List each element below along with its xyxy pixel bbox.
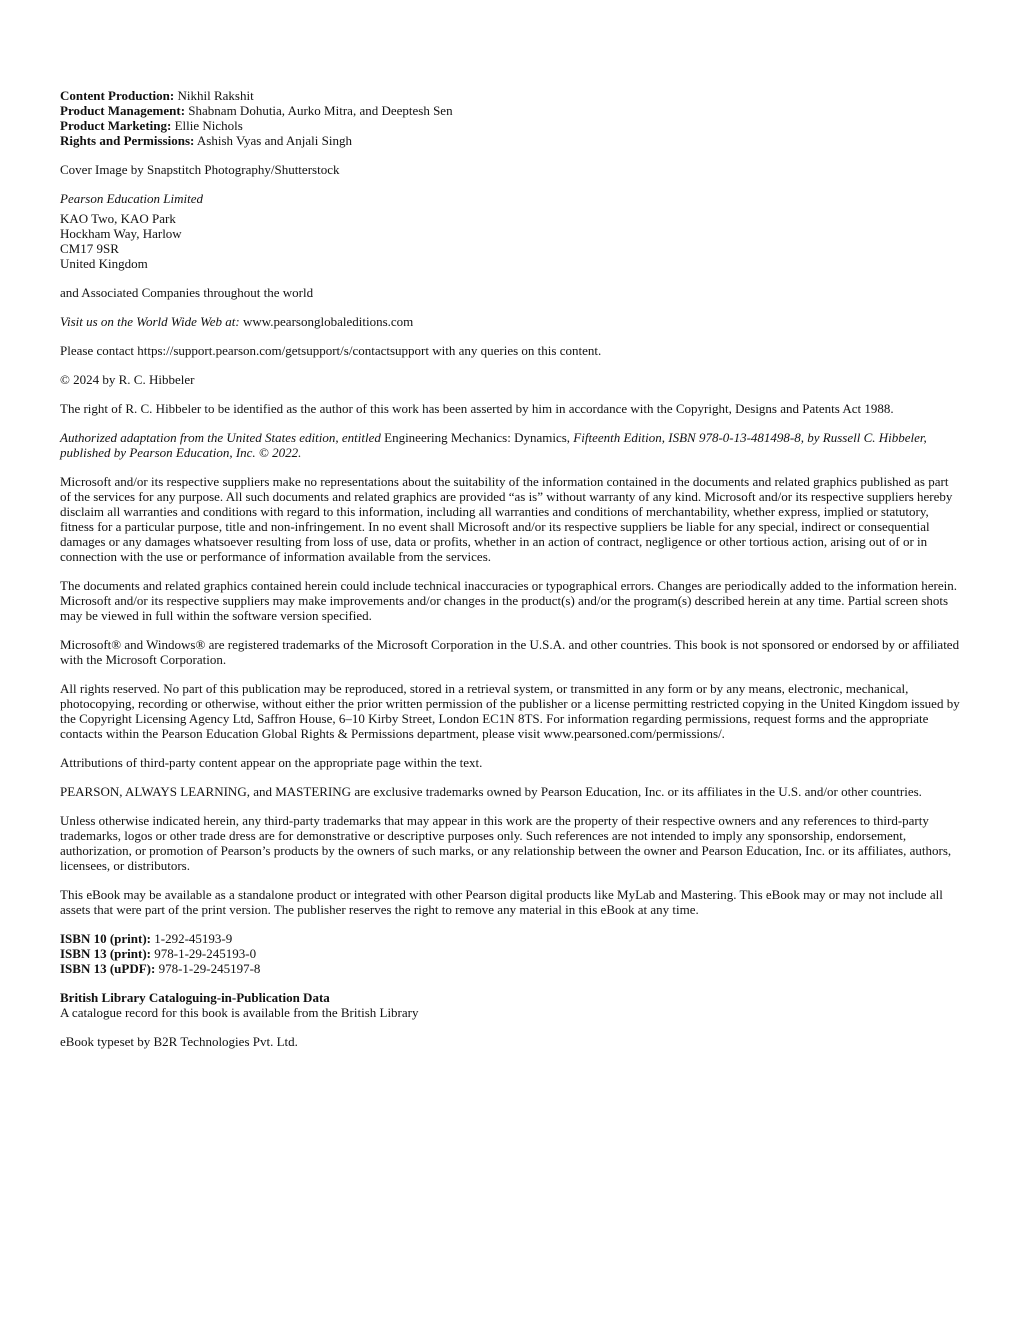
- ebook-notice: This eBook may be available as a standalone product or integrated with other Pearson digital products like MyLab and Mastering. This eBook may or may not include all assets that were part of the print version. The publisher reserves the right to remove any material in this eBook at any time.: [60, 887, 943, 917]
- microsoft-disclaimer: Microsoft and/or its respective suppliers make no representations about the suitability of the information contained in the documents and related graphics published as part of the services for any purpose. All such documents and related graphics are provided “as is” without warranty of any kind. Microsoft and/or its respective suppliers hereby disclaim all warranties and conditions with regard to this information, including all warranties and conditions of merchantability, whether express, implied or statutory, fitness for a particular purpose, title and non-infringement. In no event shall Microsoft and/or its respective suppliers be liable for any special, indirect or consequential damages or any damages whatsoever resulting from loss of use, data or profits, whether in an action of contract, negligence or other tortious action, arising out of or in connection with the use or performance of information available from the services.: [60, 474, 953, 564]
- address-line: CM17 9SR: [60, 241, 119, 256]
- cip-text: A catalogue record for this book is available from the British Library: [60, 1005, 419, 1020]
- cip-heading: British Library Cataloguing-in-Publication Data: [60, 990, 330, 1005]
- microsoft-trademarks: Microsoft® and Windows® are registered trademarks of the Microsoft Corporation in the U.S.A. and other countries. This book is not sponsored or endorsed by or affiliated with the Microsoft Corporation.: [60, 637, 960, 667]
- credit-line: Rights and Permissions: Ashish Vyas and Anjali Singh: [60, 133, 352, 148]
- rights-reserved: All rights reserved. No part of this publication may be reproduced, stored in a retrieval system, or transmitted in any form or by any means, electronic, mechanical, photocopying, recording or otherwise, without either the prior written permission of the publisher or a license permitting restricted copying in the United Kingdom issued by the Copyright Licensing Agency Ltd, Saffron House, 6–10 Kirby Street, London EC1N 8TS. For information regarding permissions, request forms and the appropriate contacts within the Pearson Education Global Rights & Permissions department, please visit www.pearsoned.com/permissions/.: [60, 681, 960, 741]
- publisher-name: Pearson Education Limited: [60, 191, 203, 206]
- copyright-line: © 2024 by R. C. Hibbeler: [60, 372, 195, 387]
- website-label: Visit us on the World Wide Web at:: [60, 314, 240, 329]
- cover-image-credit: Cover Image by Snapstitch Photography/Shutterstock: [60, 162, 340, 177]
- credit-line: Product Marketing: Ellie Nichols: [60, 118, 243, 133]
- address-line: United Kingdom: [60, 256, 148, 271]
- adaptation-notice: Authorized adaptation from the United States edition, entitled Engineering Mechanics: Dynamics, Fifteenth Edition, ISBN 978-0-13-481498-8, by Russell C. Hibbeler, published by Pearson Education, Inc. © 2022.: [60, 430, 927, 460]
- book-title: Engineering Mechanics: Dynamics,: [384, 430, 571, 445]
- associated-companies: and Associated Companies throughout the world: [60, 285, 314, 300]
- attributions-notice: Attributions of third-party content appear on the appropriate page within the text.: [60, 755, 483, 770]
- copyright-page: [60, 88, 962, 1063]
- contact-notice: Please contact https://support.pearson.com/getsupport/s/contactsupport with any queries on this content.: [60, 343, 602, 358]
- documents-notice: The documents and related graphics contained herein could include technical inaccuracies or typographical errors. Changes are periodically added to the information herein. Microsoft and/or its respective suppliers may make improvements and/or changes in the product(s) and/or the program(s) described herein at any time. Partial screen shots may be viewed in full within the software version specified.: [60, 578, 957, 623]
- isbn-line: ISBN 10 (print): 1-292-45193-9: [60, 931, 233, 946]
- typeset-credit: eBook typeset by B2R Technologies Pvt. Ltd.: [60, 1034, 298, 1049]
- isbn-line: ISBN 13 (print): 978-1-29-245193-0: [60, 946, 257, 961]
- cip-block: [60, 990, 962, 1020]
- isbn-line: ISBN 13 (uPDF): 978-1-29-245197-8: [60, 961, 261, 976]
- pearson-trademarks: PEARSON, ALWAYS LEARNING, and MASTERING are exclusive trademarks owned by Pearson Education, Inc. or its affiliates in the U.S. and/or other countries.: [60, 784, 922, 799]
- isbn-block: [60, 931, 962, 976]
- publisher-address: [60, 211, 962, 271]
- author-rights: The right of R. C. Hibbeler to be identified as the author of this work has been asserted by him in accordance with the Copyright, Designs and Patents Act 1988.: [60, 401, 894, 416]
- credit-line: Product Management: Shabnam Dohutia, Aurko Mitra, and Deeptesh Sen: [60, 103, 453, 118]
- website-line: [60, 314, 962, 329]
- address-line: Hockham Way, Harlow: [60, 226, 182, 241]
- credits-block: [60, 88, 962, 148]
- address-line: KAO Two, KAO Park: [60, 211, 176, 226]
- credit-line: Content Production: Nikhil Rakshit: [60, 88, 254, 103]
- website-url: www.pearsonglobaleditions.com: [242, 314, 414, 329]
- third-party-notice: Unless otherwise indicated herein, any third-party trademarks that may appear in this work are the property of their respective owners and any references to third-party trademarks, logos or other trade dress are for demonstrative or descriptive purposes only. Such references are not intended to imply any sponsorship, endorsement, authorization, or promotion of Pearson’s products by the owners of such marks, or any relationship between the owner and Pearson Education, Inc. or its affiliates, authors, licensees, or distributors.: [60, 813, 952, 873]
